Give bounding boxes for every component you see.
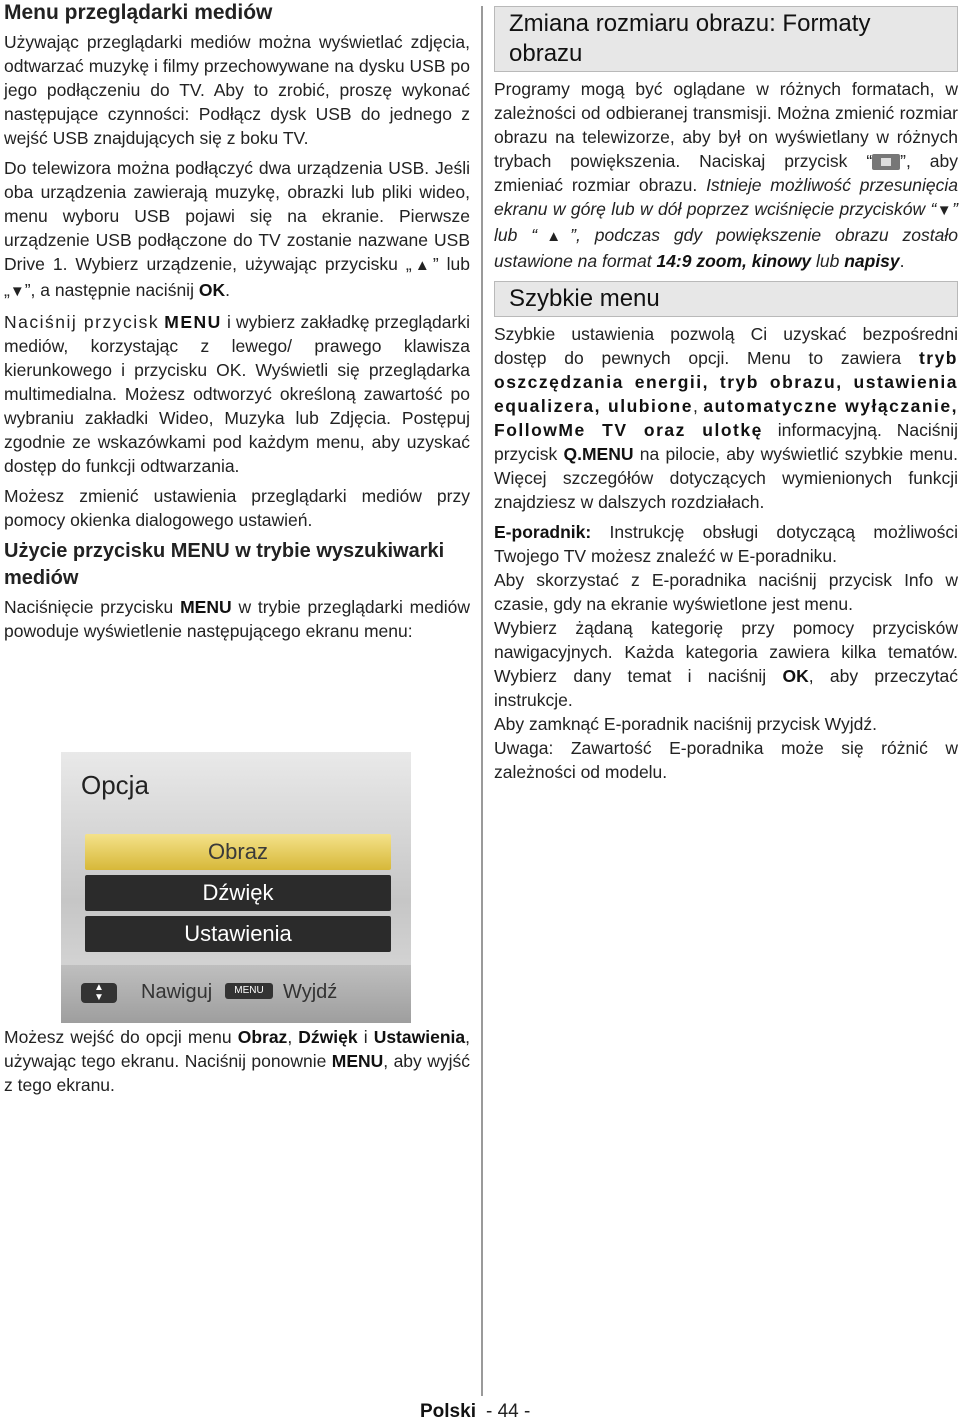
text: ,	[692, 396, 698, 416]
text: Naciśnięcie przycisku	[4, 597, 174, 617]
paragraph	[494, 616, 958, 712]
paragraph	[494, 712, 958, 736]
text: Programy mogą być oglądane w różnych formatach, w zależności od odbieranej transmisji. Można zmienić rozmiar obrazu na telewizorze, aby był on wyświetlany w różnych trybach powiększenia. Naciskaj przycisk “	[494, 79, 958, 171]
exit-label: Wyjdź	[283, 981, 338, 1003]
bold-term: Ustawienia	[373, 1027, 466, 1047]
down-arrow-icon: ▼	[9, 283, 25, 300]
text: informacyjną. Naciśnij przycisk	[494, 420, 958, 464]
menu-item-picture[interactable]: Obraz	[85, 834, 391, 870]
text: Naciśnij przycisk	[4, 312, 160, 332]
option-menu-screenshot	[61, 752, 411, 1023]
text: , aby przeczytać instrukcje.	[494, 666, 958, 710]
up-arrow-icon: ▲	[537, 228, 571, 245]
section-title-media-browser: Menu przeglądarki mediów	[4, 1, 273, 24]
screen-hint-bar	[61, 965, 411, 1023]
paragraph	[4, 595, 470, 643]
menu-key: MENU	[331, 1051, 384, 1071]
text: Instrukcję obsługi dotyczącą możliwości Twojego TV możesz znaleźć w E-poradniku.	[494, 522, 958, 566]
bold-term: tryb oszczędzania energii, tryb obrazu, ustawienia equalizera, ulubione	[494, 348, 958, 416]
text: Możesz wejść do opcji menu	[4, 1027, 232, 1047]
page-footer	[420, 1401, 530, 1423]
text: ”, aby zmieniać rozmiar obrazu.	[494, 151, 958, 195]
ok-key: OK	[198, 280, 226, 300]
ok-key: OK	[782, 666, 809, 686]
text: , używając tego ekranu. Naciśnij ponownie	[4, 1027, 470, 1071]
text: na pilocie, aby wyświetlić szybkie menu. Więcej szczegółów dotyczących wymienionych funkcji znajdziesz w dalszych rozdziałach.	[494, 444, 958, 512]
text: ,	[287, 1027, 293, 1047]
text: w trybie przeglądarki mediów powoduje wyświetlenie następującego ekranu menu:	[4, 597, 470, 641]
text: Do telewizora można podłączyć dwa urządzenia USB. Jeśli oba urządzenia zawierają muzykę, obrazki lub pliki wideo, menu wyboru USB pojawi się na ekranie. Pierwsze urządzenie USB podłączone do TV zostanie nazwane USB Drive 1. Wybierz urządzenie, używając przycisku „	[4, 158, 470, 274]
paragraph	[4, 310, 470, 478]
paragraph	[4, 1025, 470, 1097]
text: ” lub „	[4, 254, 470, 300]
text: ”, podczas gdy powiększenie obrazu zostało ustawione na format	[494, 225, 958, 271]
footer-language: Polski	[420, 1401, 476, 1422]
menu-key: MENU	[164, 312, 222, 332]
up-arrow-icon: ▲	[411, 257, 433, 274]
screen-title: Opcja	[81, 770, 149, 800]
text: Używając przeglądarki mediów można wyświetlać zdjęcia, odtwarzać muzykę i filmy przechowywane na dysku USB po jego podłączeniu do TV. Aby to zrobić, proszę wykonać następujące czynności: Podłącz dysk USB do jednego z wejść USB znajdujących się z boku TV.	[4, 32, 470, 148]
text: ”, a następnie naciśnij	[24, 280, 194, 300]
bold-term: Obraz	[237, 1027, 288, 1047]
text: Szybkie ustawienia pozwolą Ci uzyskać bezpośredni dostęp do pewnych opcji. Menu to zawiera	[494, 324, 958, 368]
text: Istnieje możliwość przesunięcia ekranu w górę lub w dół poprzez wciśnięcie przycisków “	[494, 175, 958, 219]
paragraph	[494, 736, 958, 784]
paragraph	[494, 322, 958, 514]
text: Uwaga: Zawartość E-poradnika może się różnić w zależności od modelu.	[494, 738, 958, 782]
menu-key: MENU	[180, 597, 232, 617]
text: Możesz zmienić ustawienia przeglądarki mediów przy pomocy okienka dialogowego ustawień.	[4, 486, 470, 530]
paragraph: Do telewizora można podłączyć dwa urządzenia USB. Jeśli oba urządzenia zawierają muzykę, obrazki lub pliki wideo, menu wyboru USB pojawi się na ekranie. Pierwsze urządzenie USB podłączone do TV zostanie nazwane USB Drive 1. Wybierz urządzenie, używając przycisku „▲” lub „▼”, a następnie naciśnij OK.	[4, 158, 470, 300]
bold-term: automatyczne wyłączanie, FollowMe TV oraz ulotkę	[494, 396, 958, 440]
paragraph	[4, 30, 470, 150]
subsection-title: Użycie przycisku MENU w trybie wyszukiwarki mediów	[4, 540, 445, 589]
text: i wybierz zakładkę przeglądarki mediów, korzystając z lewego/ prawego klawisza kierunkowego i przycisku OK. Wyświetli się przeglądarka multimedialna. Możesz odtworzyć określoną zawartość po wybraniu zakładki Wideo, Muzyka lub Zdjęcia. Postępuj zgodnie ze wskazówkami pod każdym menu, aby uzyskać dostęp do funkcji odtwarzania.	[4, 312, 470, 476]
menu-item-settings[interactable]: Ustawienia	[85, 916, 391, 952]
text: lub	[815, 251, 840, 271]
down-arrow-icon: ▼	[936, 202, 953, 219]
bold-term: Dźwięk	[298, 1027, 358, 1047]
paragraph	[494, 568, 958, 616]
left-bottom-text	[4, 1025, 470, 1097]
paragraph	[4, 484, 470, 532]
paragraph	[494, 520, 958, 568]
qmenu-key: Q.MENU	[563, 444, 634, 464]
page-number: - 44 -	[485, 1401, 531, 1422]
screen-format-icon	[872, 154, 900, 170]
section-title-picture-formats: Zmiana rozmiaru obrazu: Formaty obrazu	[494, 6, 958, 72]
menu-item-sound[interactable]: Dźwięk	[85, 875, 391, 911]
text: Aby zamknąć E-poradnik naciśnij przycisk Wyjdź.	[494, 714, 878, 734]
right-column	[494, 0, 958, 784]
text: ” lub “	[494, 199, 958, 245]
text: i	[363, 1027, 368, 1047]
text: , aby wyjść z tego ekranu.	[4, 1051, 470, 1095]
section-title-quick-menu: Szybkie menu	[494, 281, 958, 317]
navigate-label: Nawiguj	[141, 981, 213, 1003]
navigate-arrows-icon: ▲ ▼	[81, 983, 117, 1003]
left-column	[4, 0, 470, 643]
text: Aby skorzystać z E-poradnika naciśnij przycisk Info w czasie, gdy na ekranie wyświetlone jest menu.	[494, 570, 958, 614]
menu-key-icon: MENU	[225, 983, 273, 999]
column-divider	[481, 6, 483, 1396]
bold-term: E-poradnik:	[494, 522, 592, 542]
bold-term: napisy	[844, 251, 900, 271]
paragraph: Programy mogą być oglądane w różnych formatach, w zależności od odbieranej transmisji. Można zmienić rozmiar obrazu na telewizorze, aby był on wyświetlany w różnych trybach powiększenia. Naciskaj przycisk “ ”, aby zmieniać rozmiar obrazu. Istnieje możliwość przesunięcia ekranu w górę lub w dół poprzez wciśnięcie przycisków “▼” lub “▲”, podczas gdy powiększenie obrazu zostało ustawione na format 14:9 zoom, kinowy lub napisy.	[494, 79, 958, 271]
bold-term: 14:9 zoom, kinowy	[656, 251, 812, 271]
text: Wybierz żądaną kategorię przy pomocy przycisków nawigacyjnych. Każda kategoria zawiera kilka tematów. Wybierz dany temat i naciśnij	[494, 618, 958, 686]
